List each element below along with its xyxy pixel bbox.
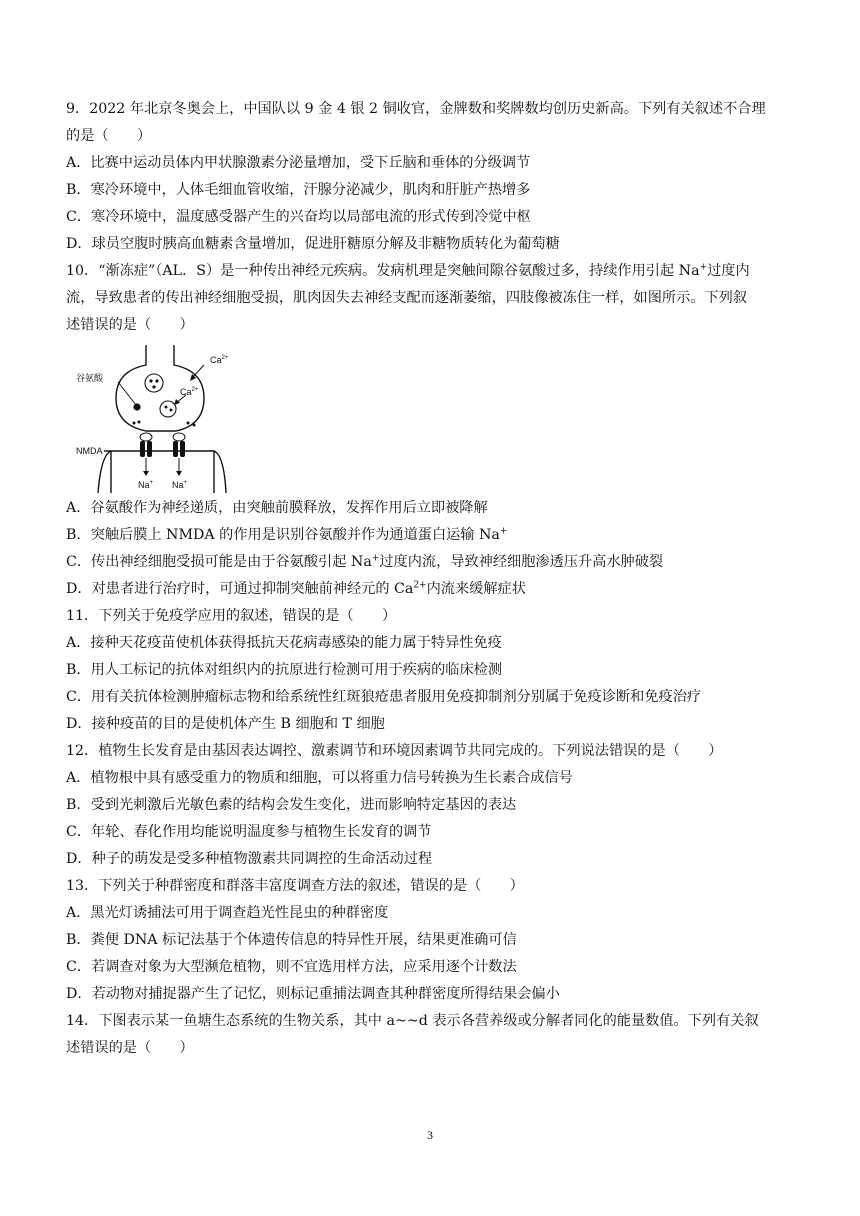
q13-option-a: A．黑光灯诱捕法可用于调查趋光性昆虫的种群密度 <box>66 905 389 921</box>
q11-option-b: B．用人工标记的抗体对组织内的抗原进行检测可用于疾病的临床检测 <box>66 662 503 678</box>
presynaptic-receptor <box>133 403 140 410</box>
q12-option-c: C．年轮、春化作用均能说明温度参与植物生长发育的调节 <box>66 824 432 840</box>
q10-stem-1b: 过度内 <box>707 263 750 279</box>
question-content <box>66 96 798 1062</box>
q9-stem-line-1: 9．2022 年北京冬奥会上，中国队以 9 金 4 银 2 铜收官，金牌数和奖牌数均创历史新高。下列有关叙述不合理 <box>66 101 766 117</box>
na-label-right: Na+ <box>172 480 188 490</box>
q9-option-a: A．比赛中运动员体内甲状腺激素分泌量增加，受下丘脑和垂体的分级调节 <box>66 155 531 171</box>
q10-option-d: D．对患者进行治疗时，可通过抑制突触前神经元的 $Ca^{2+}$内流来缓解症状 <box>66 580 526 597</box>
q14-stem-line-2: 述错误的是（ ） <box>66 1040 194 1056</box>
ca-label-top: $Ca^{2+}$ <box>210 355 229 365</box>
q10-stem-line-2: 流，导致患者的传出神经细胞受损，肌肉因失去神经支配而逐渐萎缩，四肢像被冻住一样，如图所示。下列叙 <box>66 290 748 306</box>
q11-option-a: A．接种天花疫苗使机体获得抵抗天花病毒感染的能力属于特异性免疫 <box>66 635 502 651</box>
postsynaptic-membrane <box>111 451 214 493</box>
q11-option-c: C．用有关抗体检测肿瘤标志物和给系统性红斑狼疮患者服用免疫抑制剂分别属于免疫诊断和免疫治疗 <box>66 689 702 705</box>
na-label-left: Na+ <box>138 480 154 490</box>
q10-stem-line-3: 述错误的是（ ） <box>66 317 194 333</box>
q11-option-d: D．接种疫苗的目的是使机体产生 B 细胞和 T 细胞 <box>66 716 385 732</box>
q10-stem-line-1 <box>66 258 798 285</box>
glutamate-label: 谷氨酸 <box>76 373 104 383</box>
q14-stem-line-1: 14．下图表示某一鱼塘生态系统的生物关系，其中 a~~d 表示各营养级或分解者同化的能量数值。下列有关叙 <box>66 1013 759 1029</box>
q10-option-a: A．谷氨酸作为神经递质，由突触前膜释放，发挥作用后立即被降解 <box>66 500 488 516</box>
q9-option-c: C．寒冷环境中，温度感受器产生的兴奋均以局部电流的形式传到冷觉中枢 <box>66 209 531 225</box>
page-number: 3 <box>427 1128 433 1142</box>
q13-option-d: D．若动物对捕捉器产生了记忆，则标记重捕法调查其种群密度所得结果会偏小 <box>66 986 560 1002</box>
q9-option-d: D．球员空腹时胰高血糖素含量增加，促进肝糖原分解及非糖物质转化为葡萄糖 <box>66 236 560 252</box>
vesicle <box>160 401 176 417</box>
q9-option-b: B．寒冷环境中，人体毛细血管收缩，汗腺分泌减少，肌肉和肝脏产热增多 <box>66 182 531 198</box>
synapse-diagram <box>76 343 246 493</box>
q11-stem: 11．下列关于免疫学应用的叙述，错误的是（ ） <box>66 608 397 624</box>
nmda-label: NMDA <box>76 446 103 456</box>
na-superscript: + <box>699 262 708 273</box>
q12-option-b: B．受到光刺激后光敏色素的结构会发生变化，进而影响特定基因的表达 <box>66 797 517 813</box>
q9-stem-line-2: 的是（ ） <box>66 128 152 144</box>
synapse-diagram-svg <box>76 343 246 493</box>
q10-option-c: C．传出神经细胞受损可能是由于谷氨酸引起 Na+过度内流，导致神经细胞渗透压升高水肿破裂 <box>66 553 664 570</box>
nmda-receptor-right <box>173 433 185 457</box>
q13-option-b: B．粪便 DNA 标记法基于个体遗传信息的特异性开展，结果更准确可信 <box>66 932 517 948</box>
q13-option-c: C．若调查对象为大型濒危植物，则不宜选用样方法，应采用逐个计数法 <box>66 959 517 975</box>
q12-option-a: A．植物根中具有感受重力的物质和细胞，可以将重力信号转换为生长素合成信号 <box>66 770 573 786</box>
q10-option-b: B．突触后膜上 NMDA 的作用是识别谷氨酸并作为通道蛋白运输 Na+ <box>66 526 508 543</box>
ca-label-inner: $Ca^{2+}$ <box>180 387 199 397</box>
vesicle <box>145 374 163 392</box>
q10-stem-1a: 10．“渐冻症”（AL．S）是一种传出神经元疾病。发病机理是突触间隙谷氨酸过多，持续作用引起 Na <box>66 263 700 279</box>
q12-option-d: D．种子的萌发是受多种植物激素共同调控的生命活动过程 <box>66 851 433 867</box>
nmda-receptor-left <box>140 433 152 457</box>
q13-stem: 13．下列关于种群密度和群落丰富度调查方法的叙述，错误的是（ ） <box>66 878 524 894</box>
q12-stem: 12．植物生长发育是由基因表达调控、激素调节和环境因素调节共同完成的。下列说法错误的是（ ） <box>66 743 723 759</box>
